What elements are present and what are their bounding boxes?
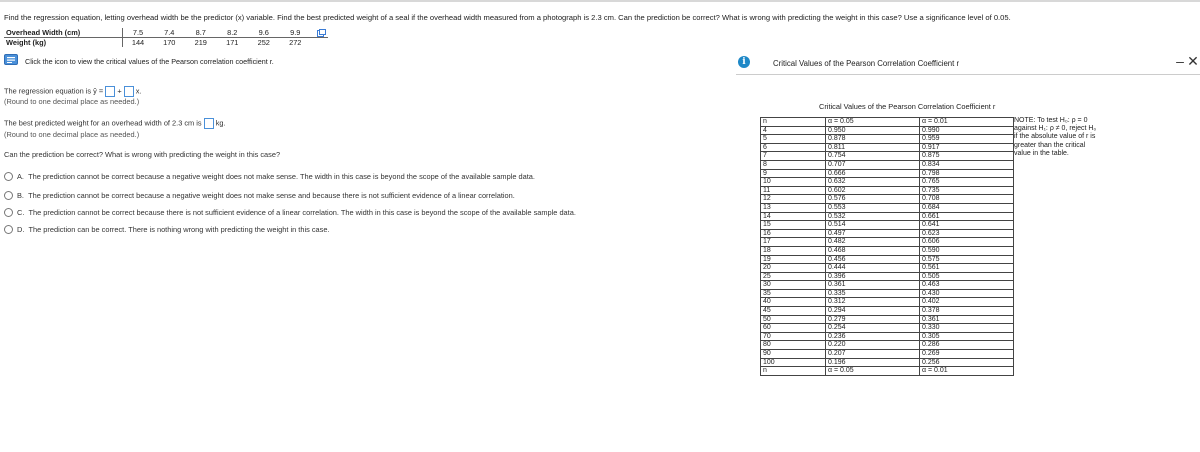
table-cell: 0.765 xyxy=(920,178,1014,187)
table-cell: 9 xyxy=(761,169,826,178)
table-cell: 0.641 xyxy=(920,221,1014,230)
table-cell: 0.256 xyxy=(920,358,1014,367)
table-cell: 45 xyxy=(761,307,826,316)
table-cell: 0.236 xyxy=(826,332,920,341)
note-line: NOTE: To test H₀: ρ = 0 xyxy=(1014,117,1088,124)
regression-label: The regression equation is ŷ = xyxy=(4,86,104,96)
header-alpha-05: α = 0.05 xyxy=(826,118,920,127)
table-cell: 0.286 xyxy=(920,341,1014,350)
radio-d[interactable] xyxy=(4,225,13,234)
option-text: The prediction can be correct. There is nothing wrong with predicting the weight in this case. xyxy=(28,225,330,234)
info-icon: i xyxy=(738,56,750,68)
table-row xyxy=(761,152,1014,161)
table-cell: 0.378 xyxy=(920,307,1014,316)
table-cell: 0.402 xyxy=(920,298,1014,307)
table-cell: 0.505 xyxy=(920,272,1014,281)
table-row xyxy=(761,307,1014,316)
empty-cell xyxy=(311,38,328,48)
table-row xyxy=(761,143,1014,152)
table-cell: 0.590 xyxy=(920,246,1014,255)
table-cell: 0.497 xyxy=(826,229,920,238)
header-n: n xyxy=(761,118,826,127)
option-text: The prediction cannot be correct because a negative weight does not make sense. The width in this case is beyond the scope of the available sample data. xyxy=(28,172,535,181)
cell: 8.7 xyxy=(185,28,217,38)
note-line: if the absolute value of r is xyxy=(1014,133,1096,141)
cell: 272 xyxy=(289,38,302,48)
top-divider xyxy=(0,0,1200,2)
table-cell: 0.269 xyxy=(920,350,1014,359)
table-cell: 0.361 xyxy=(920,315,1014,324)
table-row xyxy=(761,358,1014,367)
cell: 9.6 xyxy=(248,28,280,38)
table-cell: 0.798 xyxy=(920,169,1014,178)
regression-line xyxy=(4,86,142,97)
footer-cell: n xyxy=(761,367,826,376)
table-cell: 0.254 xyxy=(826,324,920,333)
plus-sign: + xyxy=(117,86,122,96)
radio-b[interactable] xyxy=(4,191,13,200)
table-row xyxy=(761,324,1014,333)
prediction-line xyxy=(4,118,226,129)
table-cell: 20 xyxy=(761,264,826,273)
header-alpha-01: α = 0.01 xyxy=(920,118,1014,127)
table-cell: 0.305 xyxy=(920,332,1014,341)
table-cell: 0.606 xyxy=(920,238,1014,247)
table-cell: 100 xyxy=(761,358,826,367)
popup-divider xyxy=(736,74,1200,75)
table-cell: 0.279 xyxy=(826,315,920,324)
table-cell: 0.196 xyxy=(826,358,920,367)
table-cell: 0.875 xyxy=(920,152,1014,161)
table-cell: 0.623 xyxy=(920,229,1014,238)
table-cell: 0.561 xyxy=(920,264,1014,273)
table-row xyxy=(761,221,1014,230)
table-row xyxy=(761,255,1014,264)
table-row xyxy=(761,289,1014,298)
table-cell: 35 xyxy=(761,289,826,298)
table-row xyxy=(761,178,1014,187)
table-cell: 4 xyxy=(761,126,826,135)
table-cell: 16 xyxy=(761,229,826,238)
table-cell: 0.576 xyxy=(826,195,920,204)
table-cell: 0.456 xyxy=(826,255,920,264)
option-letter: B. xyxy=(17,191,24,200)
critical-values-table xyxy=(760,117,1014,376)
table-row xyxy=(761,203,1014,212)
table-cell: 0.532 xyxy=(826,212,920,221)
table-cell: 0.468 xyxy=(826,246,920,255)
table-row xyxy=(761,238,1014,247)
table-cell: 17 xyxy=(761,238,826,247)
slope-input[interactable] xyxy=(124,86,134,97)
x-suffix: x. xyxy=(135,86,142,96)
table-cell: 0.811 xyxy=(826,143,920,152)
table-cell: 0.207 xyxy=(826,350,920,359)
table-cell: 0.684 xyxy=(920,203,1014,212)
table-cell: 0.361 xyxy=(826,281,920,290)
close-button[interactable]: ✕ xyxy=(1187,53,1199,69)
minimize-button[interactable]: – xyxy=(1176,53,1184,69)
radio-c[interactable] xyxy=(4,208,13,217)
cell: 9.9 xyxy=(280,28,312,38)
note-line: value in the table. xyxy=(1014,149,1069,157)
table-cell: 0.444 xyxy=(826,264,920,273)
footer-cell: α = 0.01 xyxy=(920,367,1014,376)
table-cell: 0.553 xyxy=(826,203,920,212)
table-cell: 12 xyxy=(761,195,826,204)
table-cell: 0.878 xyxy=(826,135,920,144)
table-cell: 0.950 xyxy=(826,126,920,135)
table-cell: 80 xyxy=(761,341,826,350)
radio-a[interactable] xyxy=(4,172,13,181)
table-cell: 0.707 xyxy=(826,160,920,169)
option-letter: A. xyxy=(17,172,24,181)
cell: 8.2 xyxy=(217,28,249,38)
table-cell: 7 xyxy=(761,152,826,161)
table-cell: 0.602 xyxy=(826,186,920,195)
table-cell: 0.294 xyxy=(826,307,920,316)
intercept-input[interactable] xyxy=(105,86,115,97)
table-cell: 5 xyxy=(761,135,826,144)
data-table xyxy=(4,28,328,47)
cell: 219 xyxy=(194,38,207,48)
cell: 7.5 xyxy=(122,28,154,38)
table-cell: 0.708 xyxy=(920,195,1014,204)
can-predict-question: Can the prediction be correct? What is wrong with predicting the weight in this case? xyxy=(4,150,281,159)
table-cell: 13 xyxy=(761,203,826,212)
table-row xyxy=(761,315,1014,324)
table-cell: 0.917 xyxy=(920,143,1014,152)
cell: 170 xyxy=(163,38,176,48)
row-label: Weight (kg) xyxy=(4,38,122,48)
table-row xyxy=(761,350,1014,359)
table-row xyxy=(761,186,1014,195)
table-cell: 0.666 xyxy=(826,169,920,178)
table-cell: 0.834 xyxy=(920,160,1014,169)
table-cell: 0.959 xyxy=(920,135,1014,144)
question-text: Find the regression equation, letting overhead width be the predictor (x) variable. Find the best predicted weight of a seal if the overhead width measured from a photograph is 2.3 cm. Can the prediction be correct? What is wrong with predicting the weight in this case? Use a significance level of 0.05. xyxy=(4,13,1011,22)
table-cell: 0.514 xyxy=(826,221,920,230)
popup-header xyxy=(736,52,1200,74)
table-info-icon[interactable] xyxy=(4,54,18,65)
table-cell: 0.661 xyxy=(920,212,1014,221)
table-cell: 19 xyxy=(761,255,826,264)
option-letter: D. xyxy=(17,225,25,234)
table-row xyxy=(761,332,1014,341)
table-footer-row xyxy=(761,367,1014,376)
option-text: The prediction cannot be correct because a negative weight does not make sense and because there is not sufficient evidence of a linear correlation. xyxy=(28,191,515,200)
table-cell: 60 xyxy=(761,324,826,333)
table-row xyxy=(4,28,328,38)
footer-cell: α = 0.05 xyxy=(826,367,920,376)
popup-title: Critical Values of the Pearson Correlation Coefficient r xyxy=(773,59,960,68)
table-cell: 11 xyxy=(761,186,826,195)
table-row xyxy=(761,272,1014,281)
table-row xyxy=(761,126,1014,135)
copy-data-icon[interactable] xyxy=(317,29,326,37)
table-row xyxy=(761,135,1014,144)
option-b[interactable] xyxy=(4,191,515,200)
table-cell: 10 xyxy=(761,178,826,187)
table-cell: 15 xyxy=(761,221,826,230)
test-note xyxy=(1014,117,1184,158)
option-letter: C. xyxy=(17,208,25,217)
table-row xyxy=(761,246,1014,255)
table-cell: 18 xyxy=(761,246,826,255)
table-header-row xyxy=(761,118,1014,127)
row-label: Overhead Width (cm) xyxy=(4,28,122,38)
table-cell: 14 xyxy=(761,212,826,221)
note-line: greater than the critical xyxy=(1014,141,1086,149)
table-row xyxy=(761,281,1014,290)
table-row xyxy=(761,160,1014,169)
cell: 252 xyxy=(257,38,270,48)
table-row xyxy=(761,169,1014,178)
option-c[interactable] xyxy=(4,208,576,217)
table-cell: 0.754 xyxy=(826,152,920,161)
prediction-input[interactable] xyxy=(204,118,214,129)
note-line: against H₁: ρ ≠ 0, reject H₀ xyxy=(1014,125,1097,133)
table-row xyxy=(761,229,1014,238)
prediction-hint: (Round to one decimal place as needed.) xyxy=(4,130,140,139)
table-cell: 0.312 xyxy=(826,298,920,307)
table-cell: 0.735 xyxy=(920,186,1014,195)
info-link[interactable]: Click the icon to view the critical values of the Pearson correlation coefficient r. xyxy=(25,57,274,66)
option-a[interactable] xyxy=(4,172,535,181)
table-row xyxy=(761,341,1014,350)
table-cell: 6 xyxy=(761,143,826,152)
cell: 171 xyxy=(226,38,239,48)
regression-hint: (Round to one decimal place as needed.) xyxy=(4,97,140,106)
table-cell: 0.430 xyxy=(920,289,1014,298)
table-cell: 0.335 xyxy=(826,289,920,298)
cell: 7.4 xyxy=(154,28,186,38)
table-cell: 0.330 xyxy=(920,324,1014,333)
table-cell: 90 xyxy=(761,350,826,359)
table-row xyxy=(761,264,1014,273)
table-cell: 0.220 xyxy=(826,341,920,350)
table-cell: 0.482 xyxy=(826,238,920,247)
option-d[interactable] xyxy=(4,225,330,234)
table-cell: 0.632 xyxy=(826,178,920,187)
table-cell: 50 xyxy=(761,315,826,324)
copy-data-cell[interactable] xyxy=(311,28,328,38)
table-cell: 25 xyxy=(761,272,826,281)
table-cell: 0.575 xyxy=(920,255,1014,264)
table-cell: 70 xyxy=(761,332,826,341)
table-cell: 0.463 xyxy=(920,281,1014,290)
prediction-unit: kg. xyxy=(215,118,226,128)
table-cell: 40 xyxy=(761,298,826,307)
table-row xyxy=(761,212,1014,221)
table-cell: 8 xyxy=(761,160,826,169)
table-cell: 0.396 xyxy=(826,272,920,281)
table-cell: 30 xyxy=(761,281,826,290)
table-row xyxy=(4,38,328,48)
prediction-label: The best predicted weight for an overhead width of 2.3 cm is xyxy=(4,118,202,128)
option-text: The prediction cannot be correct because there is not sufficient evidence of a linear correlation. The width in this case is beyond the scope of the available sample data. xyxy=(28,208,576,217)
critical-values-caption: Critical Values of the Pearson Correlation Coefficient r xyxy=(819,102,996,111)
cell: 144 xyxy=(131,38,145,48)
table-cell: 0.990 xyxy=(920,126,1014,135)
table-row xyxy=(761,195,1014,204)
table-row xyxy=(761,298,1014,307)
